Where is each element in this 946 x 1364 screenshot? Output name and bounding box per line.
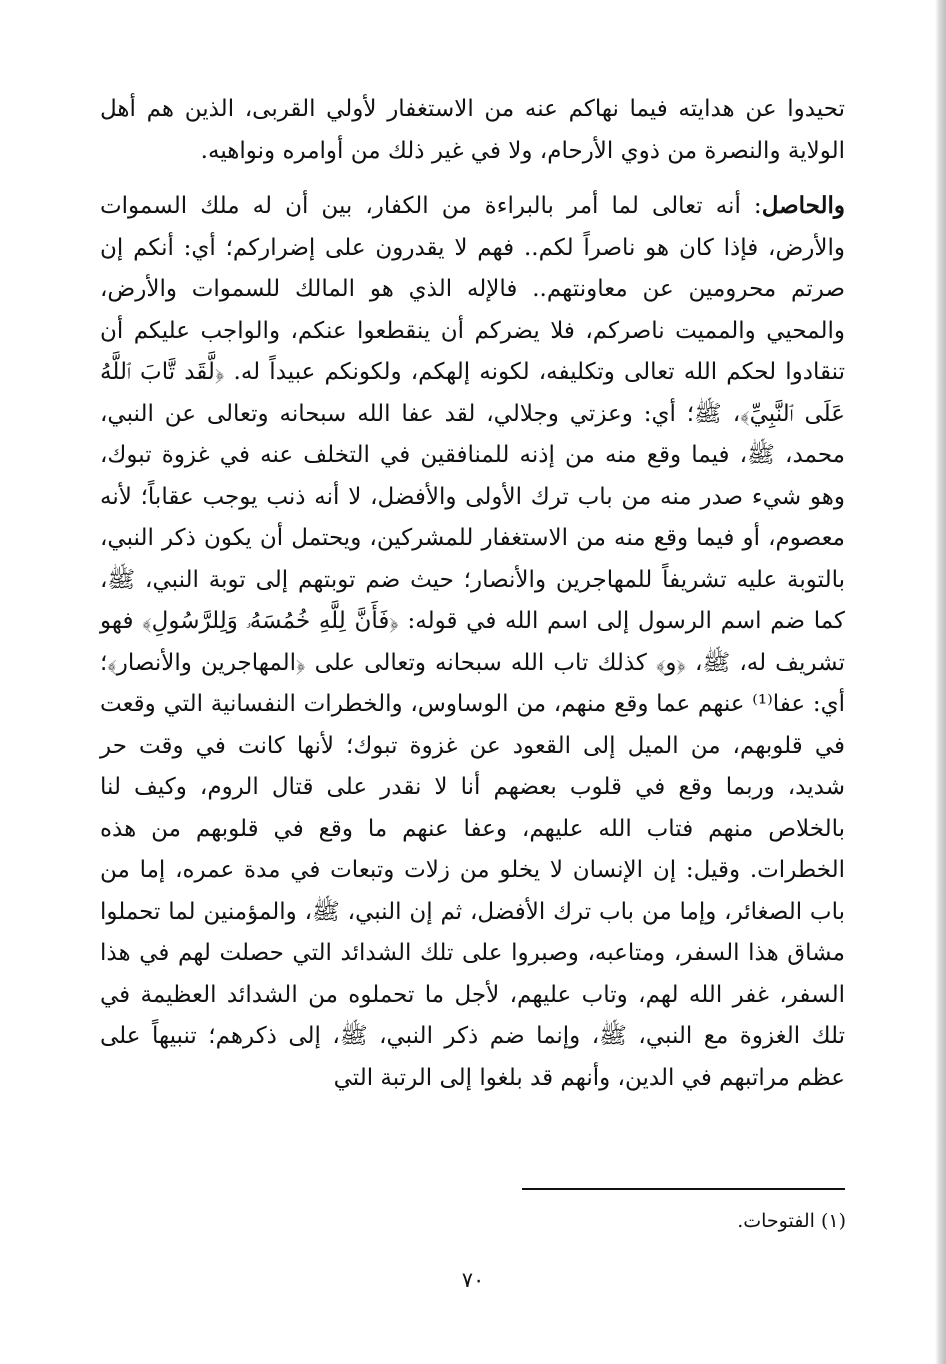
paragraph-2 — [100, 185, 845, 1099]
paragraph-2-text: : أنه تعالى لما أمر بالبراءة من الكفار، بين أن له ملك السموات والأرض، فإذا كان هو ناصراً لكم.. فهم لا يقدرون على إضراركم؛ أي: أنكم إن صرتم محرومين عن معاونتهم.. فالإله الذي هو المالك للسموات والأرض، والمحيي والمميت ناصركم، فلا يضركم أن ينقطعوا عنكم، والواجب عليكم أن تنقادوا لحكم الله تعالى وتكليفه، لكونه إلهكم، ولكونكم عبيداً له. ﴿لَّقَد تَّابَ ٱللَّهُ عَلَى ٱلنَّبِيِّ﴾، ﷺ؛ أي: وعزتي وجلالي، لقد عفا الله سبحانه وتعالى عن النبي، محمد، ﷺ، فيما وقع منه من إذنه للمنافقين في التخلف عنه في غزوة تبوك، وهو شيء صدر منه من باب ترك الأولى والأفضل، لا أنه ذنب يوجب عقاباً؛ لأنه معصوم، أو فيما وقع منه من الاستغفار للمشركين، ويحتمل أن يكون ذكر النبي، بالتوبة عليه تشريفاً للمهاجرين والأنصار؛ حيث ضم توبتهم إلى توبة النبي، ﷺ، كما ضم اسم الرسول إلى اسم الله في قوله: ﴿فَأَنَّ لِلَّهِ خُمُسَهُۥ وَلِلرَّسُولِ﴾ فهو تشريف له، ﷺ، ﴿و﴾ كذلك تاب الله سبحانه وتعالى على ﴿المهاجرين والأنصار﴾؛ أي: عفا⁽¹⁾ عنهم عما وقع منهم، من الوساوس، والخطرات النفسانية التي وقعت في قلوبهم، من الميل إلى القعود عن غزوة تبوك؛ لأنها كانت في وقت حر شديد، وربما وقع في قلوب بعضهم أنا لا نقدر على قتال الروم، وكيف لنا بالخلاص منهم فتاب الله عليهم، وعفا عنهم ما وقع في قلوبهم من هذه الخطرات. وقيل: إن الإنسان لا يخلو من زلات وتبعات في مدة عمره، إما من باب الصغائر، وإما من باب ترك الأفضل، ثم إن النبي، ﷺ، والمؤمنين لما تحملوا مشاق هذا السفر، ومتاعبه، وصبروا على تلك الشدائد التي حصلت لهم في هذا السفر، غفر الله لهم، وتاب عليهم، لأجل ما تحملوه من الشدائد العظيمة في تلك الغزوة مع النبي، ﷺ، وإنما ضم ذكر النبي، ﷺ، إلى ذكرهم؛ تنبيهاً على عظم مراتبهم في الدين، وأنهم قد بلغوا إلى الرتبة التي — [100, 193, 846, 1091]
footnote-divider — [522, 1188, 845, 1190]
paragraph-1-text: تحيدوا عن هدايته فيما نهاكم عنه من الاستغفار لأولي القربى، الذين هم أهل الولاية والنصرة من ذوي الأرحام، ولا في غير ذلك من أوامره ونواهيه. — [100, 96, 845, 164]
page-body — [100, 88, 845, 1099]
paragraph-1 — [100, 88, 845, 172]
footnote: (١) الفتوحات. — [737, 1210, 846, 1232]
page-number: ٧٠ — [461, 1268, 485, 1292]
page-binding-edge — [935, 0, 946, 1364]
paragraph-2-lead: والحاصل — [761, 192, 845, 219]
